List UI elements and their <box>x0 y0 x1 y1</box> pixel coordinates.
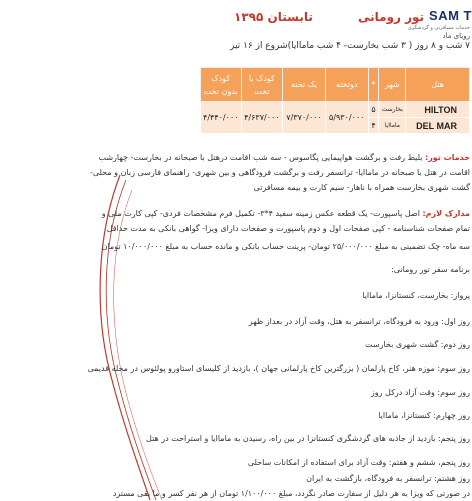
header-city: شهر <box>379 68 406 102</box>
header-child-no-bed: کودک بدون تخت <box>201 68 242 102</box>
documents-line-3: سه ماه- چک تضمینی به مبلغ ۲۵/۰۰۰/۰۰۰ تومان- پرینت حساب بانکی و مانده حساب به مبلغ ۱۰/۰۰۰/۰۰۰ تومان <box>101 242 470 251</box>
tour-season: تابستان ۱۳۹۵ <box>234 10 313 24</box>
logo-sub-text: رویای ماد <box>442 32 470 40</box>
list-item: روز اول: ورود به فرودگاه، ترانسفر به هتل، وقت آزاد در بعداز ظهر <box>248 317 470 326</box>
header-single: یک تخته <box>283 68 326 102</box>
price-table <box>200 67 470 134</box>
itinerary-intro: برنامه سفر تور رومانی: <box>391 265 470 274</box>
hotel-city: بخارست <box>379 102 406 118</box>
price-child-with-bed: ۴/۶۳۷/۰۰۰ <box>241 102 283 134</box>
hotel-name: DEL MAR <box>406 118 470 134</box>
header-child-with-bed: کودک با تخت <box>241 68 283 102</box>
documents-label: مدارک لازم: <box>422 209 470 218</box>
list-item: روز چهارم: کنستانزا، ماماایا <box>378 411 470 420</box>
documents-line-1 <box>102 206 470 221</box>
services-text-1: بلیط رفت و برگشت هواپیمایی پگاسوس - سه شب اقامت درهتل با صبحانه در بخارست- چهارشب <box>98 153 423 162</box>
price-table-header-row <box>201 68 470 102</box>
hotel-city: ماماایا <box>379 118 406 134</box>
hotel-stars: ۴ <box>368 118 379 134</box>
hotel-stars: ۵ <box>368 102 379 118</box>
price-child-no-bed: ۴/۴۴۰/۰۰۰ <box>201 102 242 134</box>
logo-main-text: SAM T <box>429 8 472 23</box>
documents-text-1: اصل پاسپورت- یک قطعه عکس زمینه سفید ۴*۳- تکمیل فرم مشخصات فردی- کپی کارت ملی و <box>101 209 420 218</box>
hotel-name: HILTON <box>406 102 470 118</box>
services-line-3: گشت شهری بخارست همراه با ناهار- سیم کارت و بیمه مسافرتی <box>253 183 470 192</box>
price-single: ۷/۳۷۰/۰۰۰ <box>283 102 326 134</box>
documents-line-2: تمام صفحات شناسنامه - کپی صفحات اول و دوم پاسپورت و صفحات دارای ویزا- گواهی بانکی به مدت حداقل <box>106 224 470 233</box>
tour-duration: ۷ شب و ۸ روز ( ۳ شب بخارست- ۴ شب ماماایا) <box>287 41 470 51</box>
header-double: دوتخته <box>325 68 368 102</box>
list-item: روز دوم: گشت شهری بخارست <box>365 340 470 349</box>
header-star: * <box>368 68 379 102</box>
services-line-2: اقامت در هتل با صبحانه در ماماایا- ترانسفر رفت و برگشت فرودگاهی و بین شهری- راهنمای فارسی زبان و محلی- <box>89 168 470 177</box>
start-date: شروع از ۱۶ تیر <box>230 41 288 51</box>
list-item: در صورتی که ویزا به هر دلیل از سفارت صادر نگردد، مبلغ ۱/۱۰۰/۰۰۰ تومان از هر نفر کسر و ما بقی مسترد <box>112 489 470 498</box>
list-item: روز پنجم: بازدید از جاذبه های گردشگری کنستانزا در بین راه، رسیدن به ماماایا و استراحت در هتل <box>146 434 470 443</box>
header-hotel: هتل <box>406 68 470 102</box>
logo-small-text: خدمات مسافرتی و گردشگری <box>407 25 470 31</box>
list-item: روز سوم: موزه هنر، کاخ پارلمان ( بزرگترین کاخ پارلمانی جهان )، بازدید از کلیسای استاورو پولئوس در محله قدیمی <box>87 364 470 373</box>
tour-title: تور رومانی <box>358 10 425 24</box>
table-row <box>201 102 470 118</box>
price-double: ۵/۹۳۰/۰۰۰ <box>325 102 368 134</box>
list-item: پرواز: بخارست، کنستانزا، ماماایا <box>362 291 470 300</box>
list-item: روز سوم: وقت آزاد درکل روز <box>370 388 470 397</box>
list-item: روز هشتم: ترانسفر به فرودگاه، بازگشت به ایران <box>306 474 470 483</box>
services-line-1 <box>99 150 471 165</box>
services-label: خدمات تور: <box>425 153 470 162</box>
list-item: روز پنجم، ششم و هفتم: وقت آزاد برای استفاده از امکانات ساحلی <box>247 458 470 467</box>
